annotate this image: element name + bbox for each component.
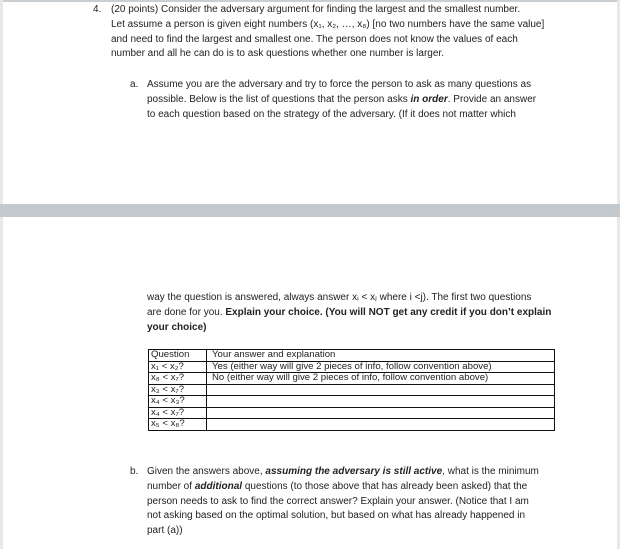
question-cell: x₃ < x₇?	[149, 384, 207, 396]
table-row	[149, 373, 555, 385]
part-b-line	[147, 480, 557, 495]
answer-cell[interactable]	[207, 419, 555, 431]
part-a-line	[147, 321, 557, 336]
answer-cell[interactable]	[207, 384, 555, 396]
part-a-line: way the question is answered, always answer xᵢ < xⱼ where i <j). The first two questions	[147, 292, 532, 303]
question-cell: x₄ < x₇?	[149, 407, 207, 419]
part-b-text-span: , what is the minimum	[442, 466, 539, 477]
part-a-letter: a.	[130, 79, 139, 90]
bold-instruction: your choice)	[147, 321, 207, 333]
part-b-line: person needs to ask to find the correct answer? Explain your answer. (Notice that I am	[147, 495, 529, 507]
question-line: number and all he can do is to ask questions whether one number is larger.	[111, 48, 444, 60]
left-page-edge	[0, 0, 3, 549]
table-row	[149, 419, 555, 431]
top-border	[0, 0, 620, 2]
question-number: 4.	[93, 4, 102, 15]
emphasis-additional: additional	[194, 480, 243, 492]
table-row	[149, 396, 555, 408]
bold-instruction: Explain your choice. (You will NOT get any credit if you don’t explain	[225, 306, 552, 318]
question-line: (20 points) Consider the adversary argument for finding the largest and the smallest number.	[111, 4, 521, 15]
part-a-continuation	[147, 291, 557, 335]
part-b-letter: b.	[130, 466, 139, 477]
part-a-text	[147, 78, 547, 122]
table-row	[149, 361, 555, 373]
question-cell: x₈ < x₇?	[149, 373, 207, 385]
question-line: Let assume a person is given eight numbers (x₁, x₂, …, x₈) [no two numbers have the same value]	[111, 18, 545, 30]
part-a-text-span: possible. Below is the list of questions that the person asks	[147, 93, 411, 105]
part-a-line: to each question based on the strategy of the adversary. (If it does not matter which	[147, 108, 516, 120]
part-a-line	[147, 93, 547, 108]
table-header-row	[149, 350, 555, 362]
part-a-line: Assume you are the adversary and try to force the person to ask as many questions as	[147, 79, 532, 90]
answer-cell[interactable]: Yes (either way will give 2 pieces of info, follow convention above)	[207, 361, 555, 373]
table-row	[149, 384, 555, 396]
part-a-line	[147, 306, 557, 321]
table-row	[149, 407, 555, 419]
column-header: Question	[149, 350, 207, 362]
question-line: and need to find the largest and smallest one. The person does not know the values of each	[111, 33, 518, 45]
part-b-line	[147, 465, 557, 480]
answer-table	[148, 349, 555, 431]
part-a-text-span: . Provide an answer	[447, 93, 537, 105]
question-cell: x₄ < x₃?	[149, 396, 207, 408]
part-b-text-span: number of	[147, 480, 195, 492]
answer-cell[interactable]	[207, 396, 555, 408]
question-cell: x₁ < x₂?	[149, 361, 207, 373]
column-header: Your answer and explanation	[207, 350, 555, 362]
answer-cell[interactable]: No (either way will give 2 pieces of info, follow convention above)	[207, 373, 555, 385]
page-break-divider	[0, 204, 620, 217]
part-b-text	[147, 465, 557, 539]
emphasis-adversary-active: assuming the adversary is still active	[265, 466, 443, 477]
part-b-line: part (a))	[147, 525, 183, 537]
part-b-text-span: Given the answers above,	[147, 466, 266, 477]
part-a-text-span: are done for you.	[147, 306, 226, 318]
answer-cell[interactable]	[207, 407, 555, 419]
part-b-text-span: questions (to those above that has already been asked) that the	[242, 480, 528, 492]
part-b-line: not asking based on the optimal solution, but based on what has already happened in	[147, 510, 526, 522]
question-text	[111, 3, 551, 62]
emphasis-in-order: in order	[410, 93, 448, 105]
question-cell: x₅ < x₈?	[149, 419, 207, 431]
